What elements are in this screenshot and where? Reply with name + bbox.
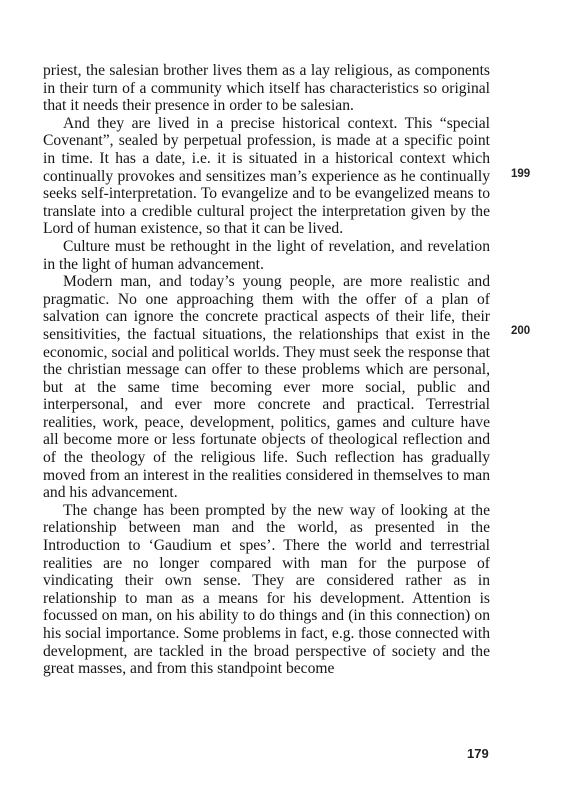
paragraph-continuation: priest, the salesian brother lives them as a lay religious, as components in their turn of a community which itself has characteristics so original that it needs their presence in order to be salesian. (43, 62, 490, 115)
margin-reference-number: 200 (511, 325, 531, 337)
page-number: 179 (467, 746, 489, 761)
paragraph-modern-man: Modern man, and today’s young people, are more realistic and pragmatic. No one approaching them with the offer of a plan of salvation can ignore the concrete practical aspects of their life, their sensitivities, the factual situations, the relationships that exist in the economic, social and political worlds. They must seek the response that the christian message can offer to these problems which are personal, but at the same time becoming ever more social, public and interpersonal, and ever more concrete and practical. Terrestrial realities, work, peace, development, politics, games and culture have all become more or less fortunate objects of theological reflection and of the theology of the religious life. Such reflection has gradually moved from an interest in the realities considered in themselves to man and his advancement. (43, 273, 490, 502)
margin-reference-number: 199 (511, 168, 531, 180)
paragraph-culture: Culture must be rethought in the light of revelation, and revelation in the light of human advancement. (43, 237, 490, 273)
paragraph-historical-context: And they are lived in a precise historical context. This “special Covenant”, sealed by perpetual profession, is made at a specific point in time. It has a date, i.e. it is situated in a historical context which continually provokes and sensitizes man’s experience as he continually seeks self-interpretation. To evangelize and to be evangelized means to translate into a credible cultural project the interpretation given by the Lord of human existence, so that it can be lived. (43, 114, 490, 238)
body-text (43, 62, 490, 678)
paragraph-change: The change has been prompted by the new way of looking at the relationship between man and the world, as presented in the Introduction to ‘Gaudium et spes’. There the world and terrestrial realities are no longer compared with man for the purpose of vindicating their own sense. They are considered rather as in relationship to man as a means for his development. Attention is focussed on man, on his ability to do things and (in this connection) on his social importance. Some problems in fact, e.g. those connected with development, are tackled in the broad perspective of society and the great masses, and from this standpoint become (43, 501, 490, 678)
